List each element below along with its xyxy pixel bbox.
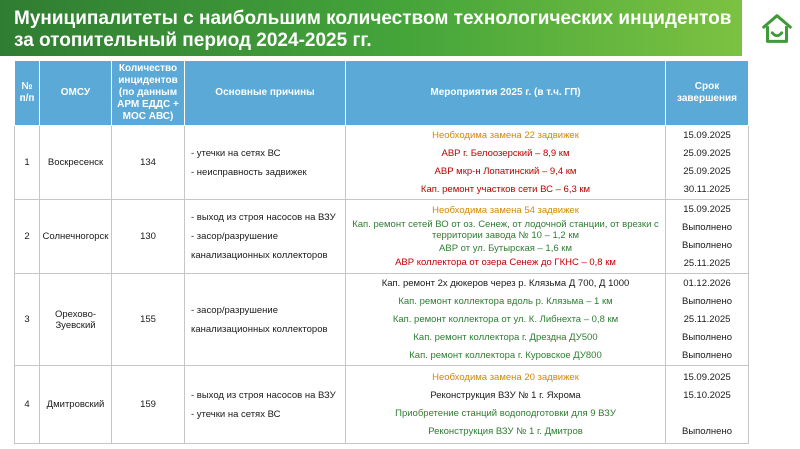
row-terms [666,274,749,366]
table-row [15,366,749,444]
row-count: 134 [112,126,185,200]
house-logo-icon [758,10,796,48]
cause-item: - утечки на сетях ВС [191,147,281,159]
header-count: Количество инцидентов (по данным АРМ ЕДДС + МОС АВС) [112,61,185,126]
header-term: Срок завершения [666,61,749,126]
row-measures [346,274,666,366]
measure-item: АВР коллектора от озера Сенеж до ГКНС – 0,8 км [395,256,616,268]
incidents-table [14,60,749,444]
cause-item: - засор/разрушение [191,304,278,316]
term-item: 15.10.2025 [683,389,731,401]
table-row [15,200,749,274]
term-item: Выполнено [682,295,732,307]
cause-item: - утечки на сетях ВС [191,408,281,420]
row-terms [666,200,749,274]
header-causes: Основные причины [185,61,346,126]
row-measures [346,200,666,274]
cause-item: - выход из строя насосов на ВЗУ [191,212,336,223]
row-count: 159 [112,366,185,444]
term-item: 25.11.2025 [683,313,731,325]
row-omsu: Орехово-Зуевский [40,274,112,366]
page-title: Муниципалитеты с наибольшим количеством технологических инцидентов за отопительный период 2024-2025 гг. [14,8,732,51]
row-measures [346,126,666,200]
measure-item: Необходима замена 54 задвижек [432,204,579,216]
measure-item: АВР от ул. Бутырская – 1,6 км [439,242,572,254]
measure-item: АВР мкр-н Лопатинский – 9,4 км [434,165,577,177]
measure-item: Необходима замена 22 задвижек [432,129,579,141]
row-measures [346,366,666,444]
measure-item: Необходима замена 20 задвижек [432,371,579,383]
row-count: 155 [112,274,185,366]
cause-item: - выход из строя насосов на ВЗУ [191,389,336,401]
term-item: 01.12.2026 [683,277,731,289]
measure-item: Кап. ремонт участков сети ВС – 6,3 км [420,183,591,195]
row-num: 4 [15,366,40,444]
term-item: 30.11.2025 [683,183,731,195]
measure-item: Реконструкция ВЗУ № 1 г. Дмитров [428,425,583,437]
row-terms [666,126,749,200]
row-num: 1 [15,126,40,200]
title-bar [0,0,742,56]
measure-item: Кап. ремонт коллектора от ул. К. Либнехта – 0,8 км [392,313,619,325]
term-item: Выполнено [682,221,732,233]
term-item: 25.09.2025 [683,165,731,177]
row-num: 2 [15,200,40,274]
measure-item: Кап. ремонт коллектора вдоль р. Клязьма – 1 км [398,295,613,307]
term-item: Выполнено [682,349,732,361]
measure-item: Приобретение станций водоподготовки для 9 ВЗУ [395,407,616,419]
term-item: Выполнено [682,425,732,437]
row-omsu: Солнечногорск [40,200,112,274]
row-count: 130 [112,200,185,274]
measure-item: Кап. ремонт сетей ВО от оз. Сенеж, от лодочной станции, от врезки с территории завода № 10 – 1,2 км [352,218,659,241]
term-item: 25.11.2025 [683,257,731,269]
header-omsu: ОМСУ [40,61,112,126]
table-row [15,274,749,366]
row-omsu: Воскресенск [40,126,112,200]
term-item: 15.09.2025 [683,203,731,215]
term-item: Выполнено [682,331,732,343]
row-omsu: Дмитровский [40,366,112,444]
cause-item: - неисправность задвижек [191,166,307,178]
term-item: 15.09.2025 [683,129,731,141]
measure-item: АВР г. Белоозерский – 8,9 км [441,147,570,159]
cause-item: канализационных коллекторов [191,323,328,335]
table-row [15,126,749,200]
row-causes [185,200,346,274]
row-causes [185,366,346,444]
term-item: 25.09.2025 [683,147,731,159]
row-causes [185,126,346,200]
header-measures: Мероприятия 2025 г. (в т.ч. ГП) [346,61,666,126]
row-num: 3 [15,274,40,366]
measure-item: Реконструкция ВЗУ № 1 г. Яхрома [430,389,581,401]
measure-item: Кап. ремонт коллектора г. Дрездна ДУ500 [413,331,598,343]
term-item: 15.09.2025 [683,371,731,383]
table-header-row [15,61,749,126]
cause-item: канализационных коллекторов [191,250,328,261]
measure-item: Кап. ремонт коллектора г. Куровское ДУ800 [409,349,602,361]
term-item [666,405,748,423]
row-terms [666,366,749,444]
header-num: № п/п [15,61,40,126]
measure-item: Кап. ремонт 2х дюкеров через р. Клязьма Д 700, Д 1000 [381,277,630,289]
right-strip [742,0,800,449]
row-causes [185,274,346,366]
cause-item: - засор/разрушение [191,231,278,242]
term-item: Выполнено [682,239,732,251]
